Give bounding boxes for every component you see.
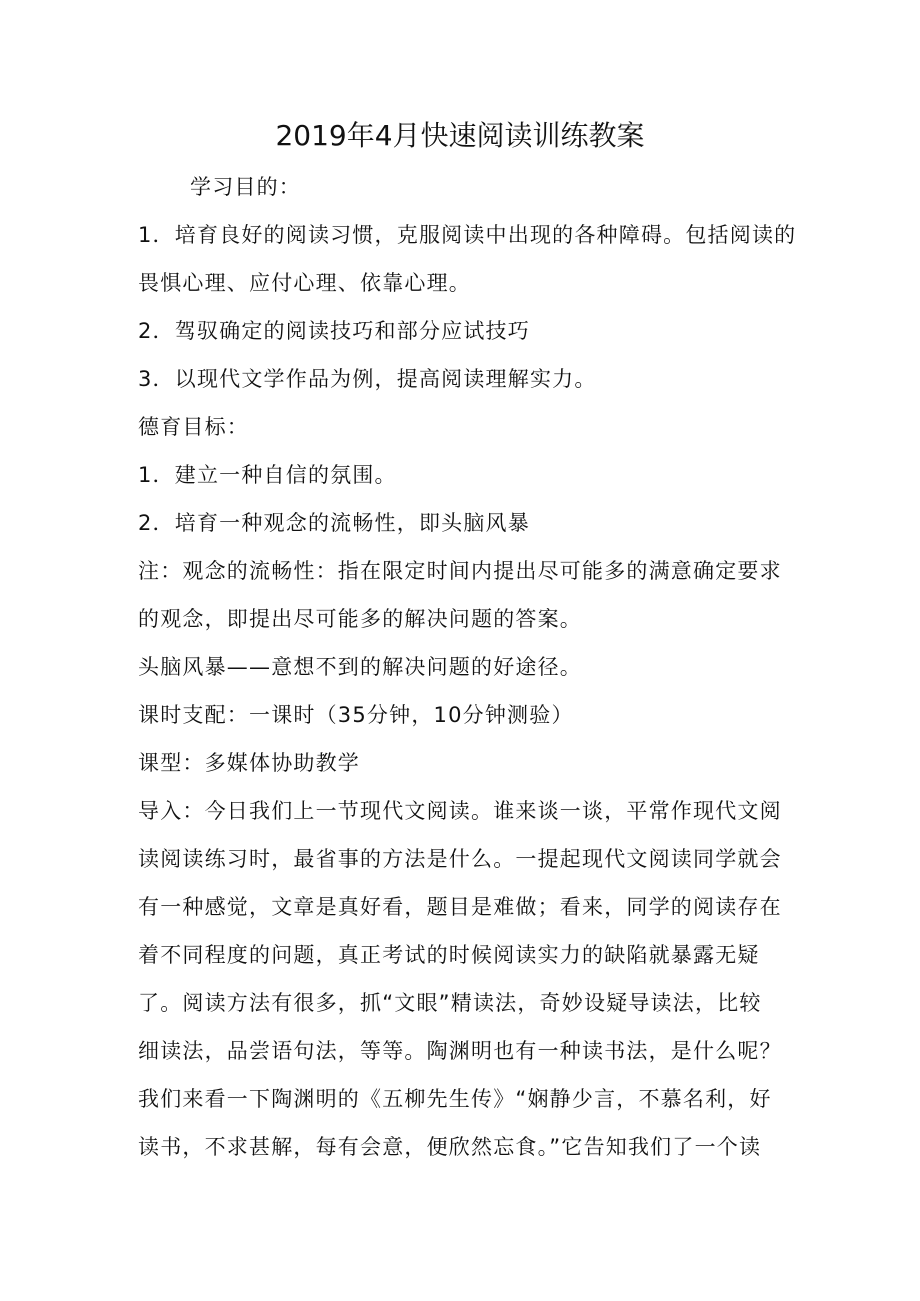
paragraph-line: 3．以现代文学作品为例，提高阅读理解实力。 (138, 367, 597, 391)
paragraph-line: 1．建立一种自信的氛围。 (138, 463, 397, 487)
paragraph-line: 2．驾驭确定的阅读技巧和部分应试技巧 (138, 319, 530, 343)
paragraph-line: 导入：今日我们上一节现代文阅读。谁来谈一谈，平常作现代文阅 (138, 799, 782, 823)
paragraph-line: 注：观念的流畅性：指在限定时间内提出尽可能多的满意确定要求 (138, 559, 782, 583)
paragraph-line: 着不同程度的问题，真正考试的时候阅读实力的缺陷就暴露无疑 (138, 943, 760, 967)
paragraph-line: 1．培育良好的阅读习惯，克服阅读中出现的各种障碍。包括阅读的 (138, 223, 797, 247)
paragraph-line: 读书，不求甚解，每有会意，便欣然忘食。”它告知我们了一个读 (138, 1135, 762, 1159)
document-body (138, 163, 797, 1171)
paragraph-line: 畏惧心理、应付心理、依靠心理。 (138, 271, 471, 295)
paragraph-line: 有一种感觉，文章是真好看，题目是难做；看来，同学的阅读存在 (138, 895, 782, 919)
paragraph-line: 我们来看一下陶渊明的《五柳先生传》“娴静少言，不慕名利，好 (138, 1087, 772, 1111)
paragraph-line: 头脑风暴——意想不到的解决问题的好途径。 (138, 655, 582, 679)
section-heading-moral-goals: 德育目标： (138, 415, 249, 439)
paragraph-line: 2．培育一种观念的流畅性，即头脑风暴 (138, 511, 530, 535)
paragraph-line: 课型：多媒体协助教学 (138, 751, 360, 775)
paragraph-line: 课时支配：一课时（35分钟，10分钟测验） (138, 703, 574, 727)
section-heading-learning-goals: 学习目的： (190, 175, 301, 199)
document-title: 2019年4月快速阅读训练教案 (275, 119, 645, 152)
paragraph-line: 细读法，品尝语句法，等等。陶渊明也有一种读书法，是什么呢？ (138, 1039, 782, 1063)
paragraph-line: 了。阅读方法有很多，抓“文眼”精读法，奇妙设疑导读法，比较 (138, 991, 762, 1015)
paragraph-line: 读阅读练习时，最省事的方法是什么。一提起现代文阅读同学就会 (138, 847, 782, 871)
paragraph-line: 的观念，即提出尽可能多的解决问题的答案。 (138, 607, 582, 631)
